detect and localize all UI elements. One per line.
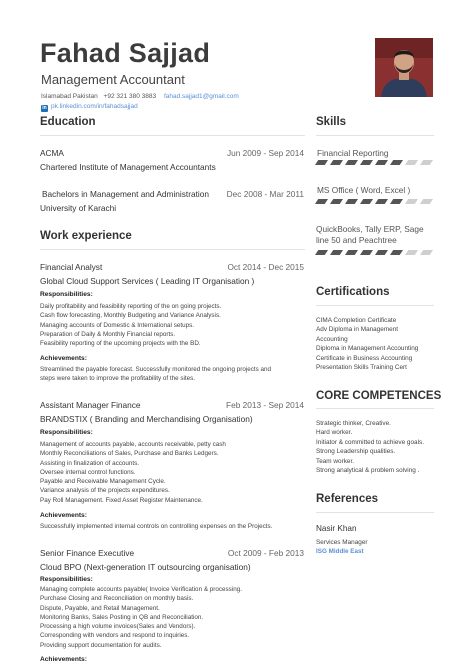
edu-2-degree: Bachelors in Management and Administration <box>42 189 209 199</box>
job-1-company: Global Cloud Support Services ( Leading IT Organisation ) <box>40 276 255 286</box>
certifications-list <box>316 316 418 372</box>
skill-level-segment <box>375 199 388 204</box>
work-heading: Work experience <box>40 230 132 242</box>
profile-photo <box>375 38 433 97</box>
list-item: Team worker. <box>316 457 354 465</box>
job-3-company: Cloud BPO (Next-generation IT outsourcing organisation) <box>40 562 251 572</box>
list-item: Accounting <box>316 335 348 343</box>
skill-level-segment <box>405 160 418 165</box>
list-item: Adv Diploma in Management <box>316 326 399 334</box>
skill-level-segment <box>420 160 433 165</box>
job-1-role: Financial Analyst <box>40 262 103 272</box>
skill-3-name <box>316 224 424 246</box>
linkedin-line[interactable] <box>41 103 138 112</box>
skill-level-segment <box>405 250 418 255</box>
job-2-responsibilities <box>40 440 226 505</box>
references-heading: References <box>316 493 379 505</box>
list-item: Purchase Closing and Reconciliation on monthly basis. <box>40 595 194 603</box>
job-title: Management Accountant <box>41 72 185 87</box>
list-item: Management of accounts payable, accounts receivable, petty cash <box>40 441 226 448</box>
list-item: Feasibility reporting of the upcoming projects with the BD. <box>40 340 201 348</box>
reference-role: Services Manager <box>316 539 368 546</box>
education-divider <box>40 135 305 136</box>
email-link[interactable]: fahad.sajjad1@gmail.com <box>163 93 239 100</box>
job-2-achievements <box>40 522 272 531</box>
job-3-ach-label: Achievements: <box>40 656 87 663</box>
skill-level-segment <box>315 250 328 255</box>
list-item: Dispute, Payable, and Retail Management. <box>40 604 160 612</box>
list-item: Assisting in finalization of accounts. <box>40 459 140 467</box>
job-3-responsibilities <box>40 585 242 650</box>
location: Islamabad Pakistan <box>41 93 98 100</box>
job-1-responsibilities <box>40 302 221 348</box>
edu-1-school: Chartered Institute of Management Accountants <box>40 162 216 172</box>
linkedin-icon: in <box>42 105 47 111</box>
skill-level-segment <box>420 199 433 204</box>
job-3-resp-label: Responsibilities: <box>40 576 93 583</box>
job-2-role: Assistant Manager Finance <box>40 400 141 410</box>
skills-heading: Skills <box>316 116 347 128</box>
certifications-heading: Certifications <box>316 286 390 298</box>
core-divider <box>316 408 434 409</box>
job-1-resp-label: Responsibilities: <box>40 291 93 298</box>
candidate-name: Fahad Sajjad <box>40 38 211 68</box>
job-3-role: Senior Finance Executive <box>40 548 135 558</box>
skill-level-segment <box>375 160 388 165</box>
skill-level-segment <box>360 250 373 255</box>
skill-level-segment <box>405 199 418 204</box>
list-item: Payable and Receivable Management Cycle. <box>40 478 166 486</box>
list-item: Hard worker. <box>316 429 353 437</box>
job-2-company: BRANDSTIX ( Branding and Merchandising Organisation) <box>40 414 253 424</box>
linkedin-url[interactable]: pk.linkedin.com/in/fahadsajjad <box>51 103 138 110</box>
skill-level-segment <box>330 250 343 255</box>
skill-1-level-bar <box>315 160 433 165</box>
list-item: Initiator & committed to achieve goals. <box>316 438 424 446</box>
skill-level-segment <box>360 160 373 165</box>
skill-level-segment <box>390 250 403 255</box>
skill-level-segment <box>390 199 403 204</box>
phone: +92 321 380 3883 <box>103 93 157 100</box>
edu-2-dates: Dec 2008 - Mar 2011 <box>226 189 304 199</box>
core-list <box>316 419 424 475</box>
skill-level-segment <box>360 199 373 204</box>
contact-line <box>41 93 239 100</box>
list-item: steps were taken to improve the profitability of the sites. <box>40 375 196 383</box>
list-item: Daily profitability and feasibility reporting of the on going projects. <box>40 303 222 310</box>
skill-3-level-bar <box>315 250 433 255</box>
list-item: Presentation Skills Training Cert <box>316 364 407 372</box>
job-1-achievements <box>40 365 271 384</box>
skill-level-segment <box>315 160 328 165</box>
reference-name: Nasir Khan <box>316 524 357 533</box>
skill-3-name-line: line 50 and Peachtree <box>316 235 397 245</box>
job-2-resp-label: Responsibilities: <box>40 429 93 436</box>
edu-2-school: University of Karachi <box>40 203 117 213</box>
list-item: Monthly Reconciliations of Sales, Purchase and Banks Ledgers. <box>40 450 219 458</box>
job-1-ach-label: Achievements: <box>40 355 87 362</box>
skill-level-segment <box>345 199 358 204</box>
list-item: Managing accounts of Domestic & International setups. <box>40 321 195 329</box>
edu-1-degree: ACMA <box>40 148 64 158</box>
list-item: Processing a high volume invoices(Sales and Vendors). <box>40 623 196 631</box>
skill-2-level-bar <box>315 199 433 204</box>
skills-divider <box>316 135 434 136</box>
education-heading: Education <box>40 116 96 128</box>
job-1-dates: Oct 2014 - Dec 2015 <box>227 262 304 272</box>
list-item: Strategic thinker, Creative. <box>316 420 391 427</box>
job-3-dates: Oct 2009 - Feb 2013 <box>227 548 304 558</box>
list-item: Providing support documentation for audits. <box>40 641 162 649</box>
edu-1-dates: Jun 2009 - Sep 2014 <box>226 148 304 158</box>
skill-2-name: MS Office ( Word, Excel ) <box>317 185 411 195</box>
skill-level-segment <box>375 250 388 255</box>
list-item: Cash flow forecasting, Monthly Budgeting and Variance Analysis. <box>40 312 221 320</box>
certifications-divider <box>316 305 434 306</box>
list-item: Successfully implemented internal controls on controlling expenses on the Projects. <box>40 523 273 530</box>
reference-company: ISG Middle East <box>316 548 364 555</box>
skill-level-segment <box>330 160 343 165</box>
list-item: CIMA Completion Certificate <box>316 317 397 324</box>
skill-level-segment <box>420 250 433 255</box>
skill-level-segment <box>390 160 403 165</box>
list-item: Pay Roll Management. Fixed Asset Register Maintenance. <box>40 496 203 504</box>
skill-level-segment <box>330 199 343 204</box>
list-item: Monitoring Banks, Sales Posting in QB and Reconciliation. <box>40 613 204 621</box>
list-item: Preparation of Daily & Monthly Financial reports. <box>40 330 176 338</box>
job-2-dates: Feb 2013 - Sep 2014 <box>226 400 304 410</box>
references-divider <box>316 512 434 513</box>
core-heading: CORE COMPETENCES <box>316 390 442 402</box>
list-item: Corresponding with vendors and respond to inquiries. <box>40 632 190 640</box>
list-item: Streamlined the payable forecast. Successfully monitored the ongoing projects and <box>40 366 272 373</box>
list-item: Managing complete accounts payable( Invoice Verification & processing. <box>40 586 242 593</box>
skill-level-segment <box>315 199 328 204</box>
list-item: Strong analytical & problem solving . <box>316 467 420 475</box>
skill-1-name: Financial Reporting <box>317 148 389 158</box>
list-item: Diploma in Management Accounting <box>316 345 419 353</box>
list-item: Certificate in Business Accounting <box>316 354 413 362</box>
work-divider <box>40 249 305 250</box>
list-item: Strong Leadership qualities. <box>316 448 396 456</box>
list-item: Oversee internal control functions. <box>40 468 136 476</box>
list-item: Variance analysis of the projects expenditures. <box>40 487 170 495</box>
skill-level-segment <box>345 250 358 255</box>
skill-level-segment <box>345 160 358 165</box>
job-2-ach-label: Achievements: <box>40 512 87 519</box>
skill-3-name-line: QuickBooks, Tally ERP, Sage <box>316 224 424 234</box>
